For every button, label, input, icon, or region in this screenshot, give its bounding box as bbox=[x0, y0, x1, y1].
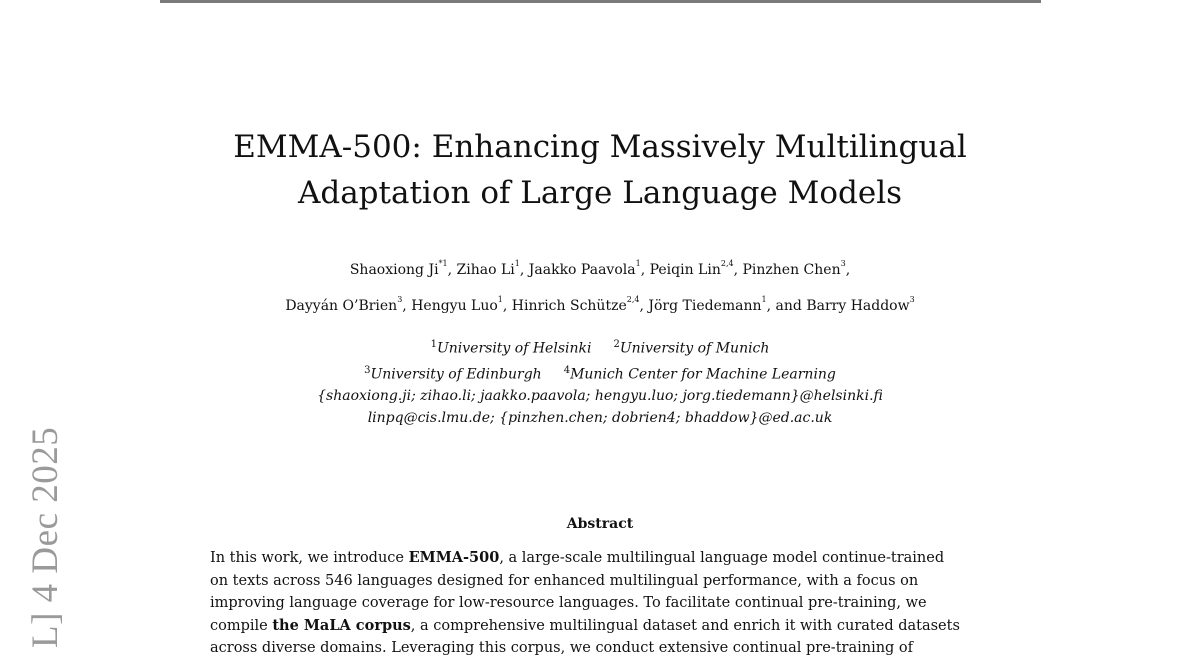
title-line-1: EMMA-500: Enhancing Massively Multilingual bbox=[233, 129, 967, 165]
affiliation-line: $^1$University of Helsinki $^2$University of Munich bbox=[430, 339, 770, 357]
author: Hengyu Luo$^1$, bbox=[411, 295, 512, 314]
author: Jaakko Paavola$^1$, bbox=[528, 259, 650, 278]
author: Jörg Tiedemann$^1$, and bbox=[648, 295, 807, 314]
author: Pinzhen Chen$^3$, bbox=[742, 259, 851, 278]
email-list: {shaoxiong.ji; zihao.li; jaakko.paavola; hengyu.luo; jorg.tiedemann}@helsinki.fi bbox=[317, 388, 883, 405]
top-rule bbox=[160, 0, 1041, 3]
author-list-line-2 bbox=[150, 292, 1050, 316]
affiliation: Munich Center for Machine Learning bbox=[570, 366, 836, 383]
abstract-line: compile the MaLA corpus, a comprehensive multilingual dataset and enrich it with curated datasets bbox=[210, 616, 960, 634]
author: Barry Haddow$^3$ bbox=[806, 295, 915, 314]
email-list: linpq@cis.lmu.de; {pinzhen.chen; dobrien4; bhaddow}@ed.ac.uk bbox=[367, 410, 833, 427]
author: Zihao Li$^1$, bbox=[456, 259, 529, 278]
affiliation: University of Helsinki bbox=[436, 340, 592, 357]
affiliation: University of Edinburgh bbox=[370, 366, 542, 383]
abstract-text bbox=[210, 547, 992, 660]
author-list-line-1 bbox=[150, 256, 1050, 280]
paper-title bbox=[200, 124, 1000, 216]
abstract-heading: Abstract bbox=[566, 516, 634, 532]
author: Hinrich Schütze$^{2,4}$, bbox=[511, 295, 649, 314]
abstract-line: across diverse domains. Leveraging this corpus, we conduct extensive continual pre-training of bbox=[210, 640, 914, 656]
arxiv-side-stamp: L] 4 Dec 2025 bbox=[25, 426, 66, 648]
title-line-2: Adaptation of Large Language Models bbox=[297, 175, 903, 211]
abstract-line: In this work, we introduce EMMA-500, a large-scale multilingual language model continue-trained bbox=[210, 549, 945, 566]
affiliations-block bbox=[200, 334, 1000, 429]
abstract-line: on texts across 546 languages designed for enhanced multilingual performance, with a focus on bbox=[210, 572, 919, 589]
author: Shaoxiong Ji$^{*1}$, bbox=[349, 259, 457, 278]
affiliation-line: $^3$University of Edinburgh $^4$Munich Center for Machine Learning bbox=[364, 364, 836, 383]
affiliation: University of Munich bbox=[619, 340, 770, 357]
abstract-line: improving language coverage for low-resource languages. To facilitate continual pre-training, we bbox=[210, 595, 927, 611]
author: Dayyán O’Brien$^3$, bbox=[285, 295, 412, 314]
author: Peiqin Lin$^{2,4}$, bbox=[649, 259, 743, 278]
